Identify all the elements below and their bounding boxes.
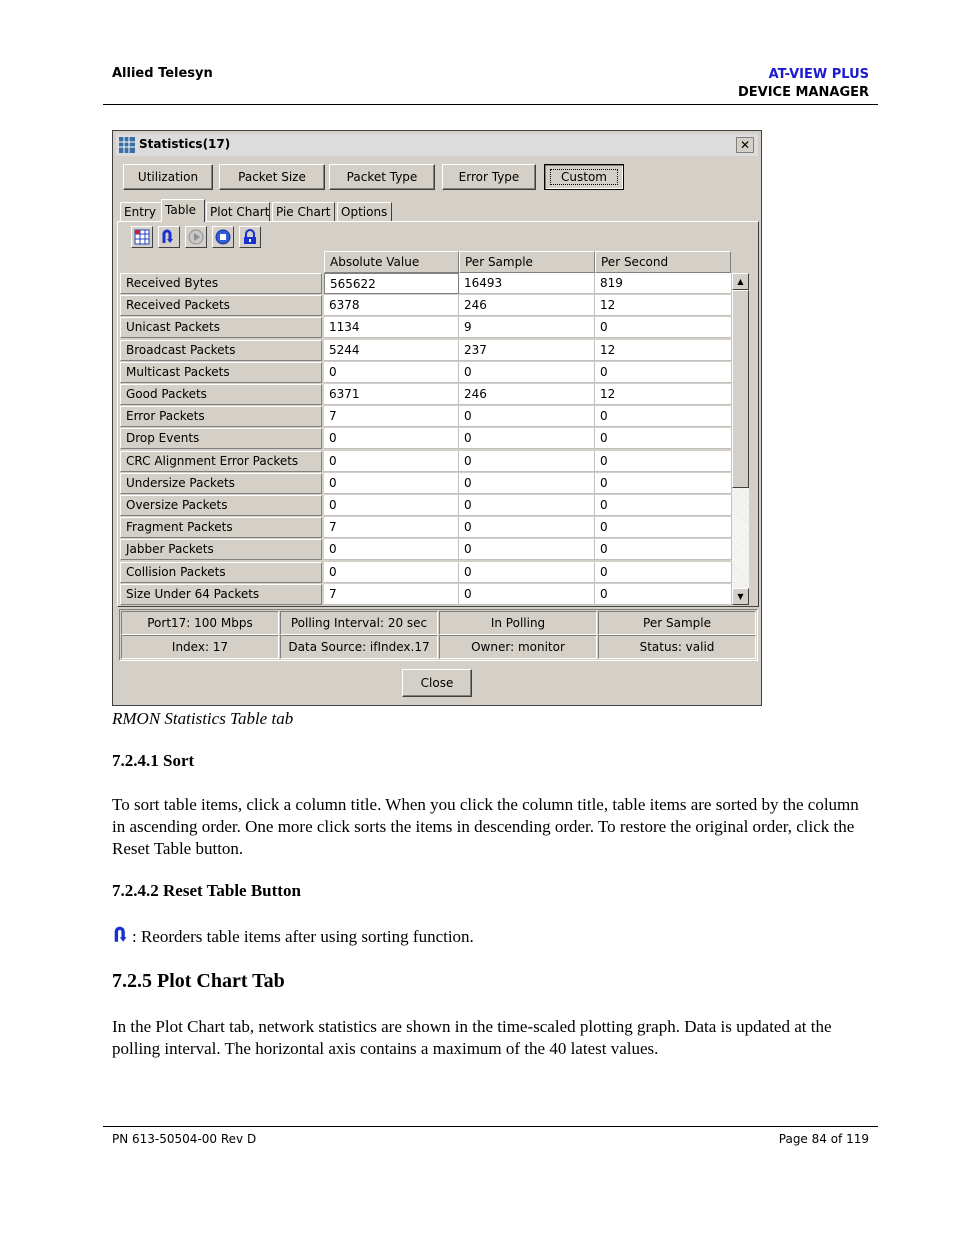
table-cell[interactable]: 6378 (324, 295, 459, 316)
lock-button[interactable] (239, 226, 261, 248)
table-cell[interactable]: 0 (459, 451, 595, 472)
statistics-window-icon (119, 137, 135, 153)
table-cell[interactable]: 0 (459, 473, 595, 494)
packet-size-button[interactable]: Packet Size (219, 164, 325, 190)
table-cell[interactable]: 12 (595, 384, 732, 405)
table-cell[interactable]: 0 (459, 406, 595, 427)
grid-button[interactable] (131, 226, 153, 248)
table-cell[interactable]: 0 (595, 362, 732, 383)
table-cell[interactable]: 12 (595, 295, 732, 316)
row-label: Error Packets (120, 406, 322, 427)
footer-divider (103, 1126, 878, 1127)
vertical-scrollbar[interactable] (732, 273, 749, 605)
sort-paragraph: To sort table items, click a column title. When you click the column title, table items are sorted by the column in ascending order. One more click sorts the items in descending order. To restore the original order, click the Reset Table button. (112, 795, 859, 858)
error-type-button[interactable]: Error Type (442, 164, 536, 190)
table-cell[interactable]: 0 (324, 451, 459, 472)
table-cell[interactable]: 0 (324, 428, 459, 449)
table-cell[interactable]: 0 (595, 451, 732, 472)
column-header-absolute-value[interactable]: Absolute Value (324, 251, 459, 273)
table-cell[interactable]: 6371 (324, 384, 459, 405)
tab-table[interactable]: Table (161, 199, 205, 222)
table-cell[interactable]: 0 (595, 495, 732, 516)
row-label: Received Packets (120, 295, 322, 316)
status-mode: Per Sample (598, 611, 756, 635)
stop-button[interactable] (212, 226, 234, 248)
column-header-per-second[interactable]: Per Second (595, 251, 731, 273)
table-cell[interactable]: 0 (324, 473, 459, 494)
row-label: Multicast Packets (120, 362, 322, 383)
section-name: DEVICE MANAGER (737, 85, 869, 100)
reset-heading: 7.2.4.2 Reset Table Button (112, 881, 301, 900)
table-cell[interactable]: 5244 (324, 340, 459, 361)
column-header-per-sample[interactable]: Per Sample (459, 251, 595, 273)
status-index: Index: 17 (121, 635, 279, 659)
table-cell[interactable]: 0 (595, 428, 732, 449)
table-cell[interactable]: 16493 (459, 273, 595, 294)
table-cell[interactable]: 246 (459, 384, 595, 405)
plot-chart-paragraph: In the Plot Chart tab, network statistics are shown in the time-scaled plotting graph. Data is updated at the polling interval. The horizontal axis contains a maximum of the 40 latest values. (112, 1017, 832, 1058)
grid-icon (134, 229, 150, 245)
close-button[interactable]: Close (402, 669, 472, 697)
row-label: Good Packets (120, 384, 322, 405)
reset-paragraph-text: : Reorders table items after using sorting function. (132, 927, 474, 946)
row-label: Fragment Packets (120, 517, 322, 538)
part-number: PN 613-50504-00 Rev D (112, 1132, 257, 1146)
row-label: Collision Packets (120, 562, 322, 583)
table-cell[interactable]: 565622 (324, 273, 459, 294)
tab-pie-chart[interactable]: Pie Chart (272, 202, 335, 221)
sort-heading: 7.2.4.1 Sort (112, 751, 195, 770)
plot-chart-heading: 7.2.5 Plot Chart Tab (112, 970, 285, 992)
row-label: Received Bytes (120, 273, 322, 294)
status-owner: Owner: monitor (439, 635, 597, 659)
reset-table-icon (112, 926, 132, 944)
table-cell[interactable]: 0 (459, 517, 595, 538)
header-product-block (738, 66, 869, 102)
header-divider (103, 104, 878, 105)
lock-icon (242, 229, 258, 245)
dialog-titlebar (116, 134, 758, 156)
table-cell[interactable]: 0 (324, 562, 459, 583)
table-cell[interactable]: 0 (324, 539, 459, 560)
play-button[interactable] (185, 226, 207, 248)
table-cell[interactable]: 246 (459, 295, 595, 316)
table-cell[interactable]: 9 (459, 317, 595, 338)
row-label: Jabber Packets (120, 539, 322, 560)
scroll-down-icon[interactable]: ▼ (732, 588, 749, 605)
table-cell[interactable]: 0 (595, 562, 732, 583)
table-cell[interactable]: 0 (595, 584, 732, 605)
row-label: CRC Alignment Error Packets (120, 451, 322, 472)
table-cell[interactable]: 0 (459, 495, 595, 516)
table-cell[interactable]: 0 (595, 406, 732, 427)
table-cell[interactable]: 0 (459, 562, 595, 583)
tab-plot-chart[interactable]: Plot Chart (206, 202, 270, 221)
dialog-close-icon[interactable]: ✕ (736, 137, 754, 153)
status-polling-state: In Polling (439, 611, 597, 635)
table-cell[interactable]: 7 (324, 517, 459, 538)
figure-caption: RMON Statistics Table tab (112, 709, 294, 728)
row-label: Undersize Packets (120, 473, 322, 494)
reset-table-icon (161, 229, 177, 245)
statistics-dialog (112, 130, 762, 706)
status-data-source: Data Source: ifIndex.17 (280, 635, 438, 659)
status-panel (119, 609, 758, 661)
row-label: Drop Events (120, 428, 322, 449)
table-cell[interactable]: 0 (459, 584, 595, 605)
company-name: Allied Telesyn (112, 66, 213, 81)
play-icon (188, 229, 204, 245)
custom-button-label: Custom (550, 169, 618, 185)
row-label: Size Under 64 Packets (120, 584, 322, 605)
table-cell[interactable]: 0 (595, 539, 732, 560)
row-label: Unicast Packets (120, 317, 322, 338)
dialog-title: Statistics(17) (139, 137, 231, 151)
table-cell[interactable]: 0 (595, 317, 732, 338)
table-cell[interactable]: 0 (595, 517, 732, 538)
status-port: Port17: 100 Mbps (121, 611, 279, 635)
table-cell[interactable]: 12 (595, 340, 732, 361)
table-cell[interactable]: 1134 (324, 317, 459, 338)
table-cell[interactable]: 0 (459, 362, 595, 383)
utilization-button[interactable]: Utilization (123, 164, 213, 190)
tab-entry[interactable]: Entry (120, 202, 162, 221)
stop-icon (215, 229, 231, 245)
table-cell[interactable]: 0 (459, 428, 595, 449)
table-cell[interactable]: 0 (459, 539, 595, 560)
status-polling-interval: Polling Interval: 20 sec (280, 611, 438, 635)
table-cell[interactable]: 0 (324, 495, 459, 516)
tab-options[interactable]: Options (337, 202, 392, 221)
table-cell[interactable]: 237 (459, 340, 595, 361)
page-number: Page 84 of 119 (778, 1132, 869, 1146)
scroll-thumb[interactable] (732, 290, 749, 488)
custom-button[interactable] (544, 164, 624, 190)
packet-type-button[interactable]: Packet Type (329, 164, 435, 190)
reset-table-button[interactable] (158, 226, 180, 248)
row-label: Broadcast Packets (120, 340, 322, 361)
scroll-up-icon[interactable]: ▲ (732, 273, 749, 290)
product-name: AT-VIEW PLUS (768, 67, 869, 82)
status-valid: Status: valid (598, 635, 756, 659)
table-cell[interactable]: 0 (324, 362, 459, 383)
table-cell[interactable]: 819 (595, 273, 732, 294)
table-cell[interactable]: 7 (324, 406, 459, 427)
reset-paragraph (112, 926, 872, 948)
row-label: Oversize Packets (120, 495, 322, 516)
table-cell[interactable]: 0 (595, 473, 732, 494)
table-cell[interactable]: 7 (324, 584, 459, 605)
